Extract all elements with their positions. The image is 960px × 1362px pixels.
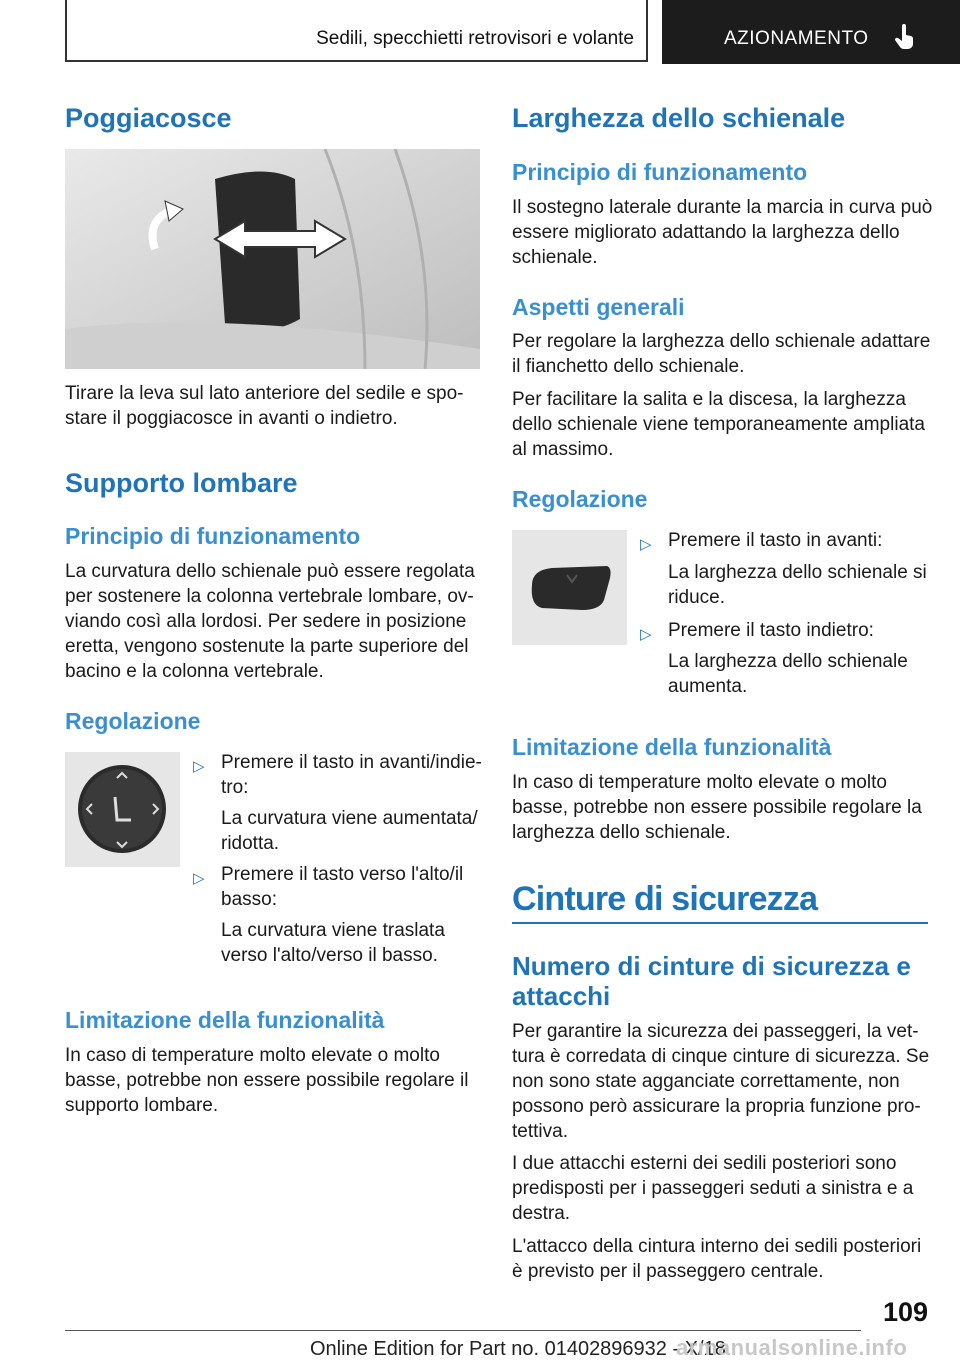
lumbar-switch-photo (65, 752, 180, 867)
footer-edition: Online Edition for Part no. 01402896932 - X/18 (310, 1338, 726, 1360)
left-list-item-line: Premere il tasto in avanti/indie- (221, 752, 482, 773)
right-principio-line: schienale. (512, 247, 598, 268)
aspetti-line: Per facilitare la salita e la discesa, la larghezza (512, 389, 906, 410)
watermark: armanualsonline.info (676, 1335, 908, 1360)
right-limitazione-line: basse, potrebbe non essere possibile regolare la (512, 797, 922, 818)
numero-line: predisposti per i passeggeri seduti a sinistra e a (512, 1178, 914, 1199)
list-marker-icon: ▷ (640, 536, 652, 553)
numero-cinture-heading: attacchi (512, 981, 611, 1011)
right-regolazione-heading: Regolazione (512, 486, 648, 512)
supporto-lombare-heading: Supporto lombare (65, 468, 298, 498)
left-limitazione-line: supporto lombare. (65, 1095, 219, 1116)
backrest-width-switch-illustration (512, 530, 627, 645)
thigh-support-photo (65, 149, 480, 369)
left-list-item-line: tro: (221, 777, 249, 798)
right-limitazione-line: In caso di temperature molto elevate o molto (512, 772, 887, 793)
right-limitazione-heading: Limitazione della funzionalità (512, 734, 832, 760)
left-list-item-line: Premere il tasto verso l'alto/il (221, 864, 464, 885)
left-list-item-line: verso l'alto/verso il basso. (221, 945, 438, 966)
right-principio-line: essere migliorato adattando la larghezza dello (512, 222, 900, 243)
page-number: 109 (882, 1297, 928, 1327)
header-section-title: Sedili, specchietti retrovisori e volante (316, 28, 634, 49)
poggiacosce-text-line: stare il poggiacosce in avanti o indietro. (65, 408, 398, 429)
left-list-item-line: ridotta. (221, 833, 280, 854)
left-list-item-line: basso: (221, 889, 277, 910)
right-limitazione-line: larghezza dello schienale. (512, 822, 731, 843)
numero-line: tura è corredata di cinque cinture di sicurezza. Se (512, 1046, 930, 1067)
larghezza-heading: Larghezza dello schienale (512, 103, 846, 133)
header-section-box (65, 0, 648, 62)
header-chapter-title: AZIONAMENTO (724, 28, 869, 49)
list-marker-icon: ▷ (640, 626, 652, 643)
poggiacosce-heading: Poggiacosce (65, 103, 232, 133)
aspetti-line: dello schienale viene temporaneamente ampliata (512, 414, 925, 435)
right-list-item-line: Premere il tasto indietro: (668, 620, 874, 641)
numero-line: Per garantire la sicurezza dei passeggeri, la vet- (512, 1021, 919, 1042)
numero-line: L'attacco della cintura interno dei sedili posteriori (512, 1236, 922, 1257)
left-list-item-line: La curvatura viene traslata (221, 920, 445, 941)
right-list-item-line: aumenta. (668, 676, 748, 697)
left-regolazione-heading: Regolazione (65, 708, 201, 734)
left-limitazione-line: In caso di temperature molto elevate o molto (65, 1045, 440, 1066)
aspetti-line: Per regolare la larghezza dello schienale adattare (512, 331, 931, 352)
numero-line: non sono state agganciate correttamente, non (512, 1071, 900, 1092)
left-limitazione-line: basse, potrebbe non essere possibile regolare il (65, 1070, 469, 1091)
header-chapter-box (662, 0, 960, 64)
right-principio-heading: Principio di funzionamento (512, 159, 808, 185)
right-principio-line: Il sostegno laterale durante la marcia in curva può (512, 197, 933, 218)
left-principio-line: per sostenere la colonna vertebrale lombare, ov- (65, 586, 474, 607)
left-principio-line: La curvatura dello schienale può essere regolata (65, 561, 475, 582)
left-principio-heading: Principio di funzionamento (65, 523, 361, 549)
numero-line: possono però assicurare la propria funzione pro- (512, 1096, 921, 1117)
backrest-width-switch-photo (512, 530, 627, 645)
cinture-heading: Cinture di sicurezza (512, 880, 818, 918)
numero-line: I due attacchi esterni dei sedili posteriori sono (512, 1153, 897, 1174)
left-principio-line: viando così alla lordosi. Per sedere in posizione (65, 611, 467, 632)
footer-divider (65, 1330, 861, 1331)
numero-line: è previsto per il passeggero centrale. (512, 1261, 824, 1282)
aspetti-line: il fianchetto dello schienale. (512, 356, 745, 377)
lumbar-switch-illustration (65, 752, 180, 867)
right-list-item-line: La larghezza dello schienale si (668, 562, 927, 583)
left-principio-line: eretta, vengono sostenute la parte superiore del (65, 636, 469, 657)
pointing-hand-icon (894, 24, 916, 50)
aspetti-line: al massimo. (512, 439, 614, 460)
numero-line: tettiva. (512, 1121, 568, 1142)
numero-line: destra. (512, 1203, 571, 1224)
cinture-heading-rule (512, 922, 928, 924)
right-list-item-line: La larghezza dello schienale (668, 651, 908, 672)
right-list-item-line: Premere il tasto in avanti: (668, 530, 883, 551)
left-limitazione-heading: Limitazione della funzionalità (65, 1007, 385, 1033)
poggiacosce-text-line: Tirare la leva sul lato anteriore del sedile e spo- (65, 383, 464, 404)
thigh-support-illustration (65, 149, 480, 369)
left-list-item-line: La curvatura viene aumentata/ (221, 808, 478, 829)
list-marker-icon: ▷ (193, 758, 205, 775)
right-list-item-line: riduce. (668, 587, 726, 608)
numero-cinture-heading: Numero di cinture di sicurezza e (512, 951, 911, 981)
aspetti-generali-heading: Aspetti generali (512, 294, 685, 320)
left-principio-line: bacino e la colonna vertebrale. (65, 661, 324, 682)
list-marker-icon: ▷ (193, 870, 205, 887)
